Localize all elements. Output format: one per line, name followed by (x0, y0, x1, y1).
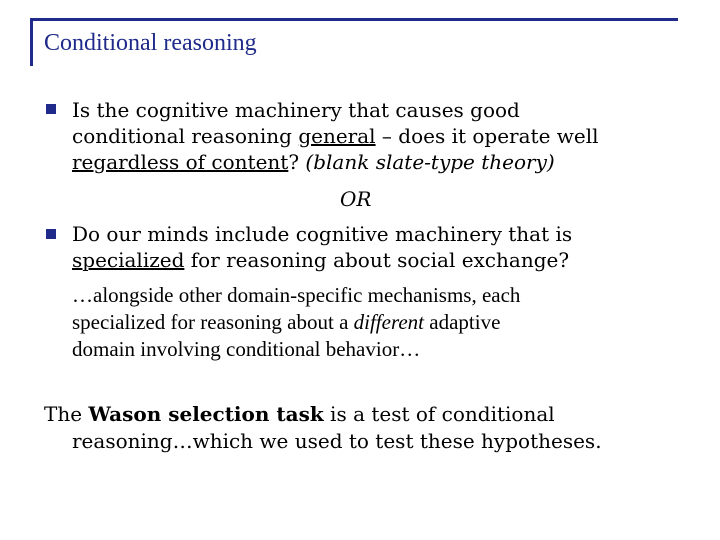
bullet2-line2 (72, 247, 569, 273)
bullet1-question-mark: ? (288, 150, 306, 174)
bullet1-line1: Is the cognitive machinery that causes good (72, 98, 520, 122)
footer-the: The (44, 402, 89, 426)
slide-title: Conditional reasoning (44, 30, 257, 56)
title-frame-left-border (30, 18, 33, 66)
footer-line1-end: is a test of conditional (323, 402, 555, 426)
bullet2-line1: Do our minds include cognitive machinery that is (72, 222, 573, 246)
bullet1-blank-slate-note: (blank slate-type theory) (305, 150, 555, 174)
bullet1-line3 (72, 149, 555, 175)
bullet2-line3: …alongside other domain-specific mechanisms, each (72, 283, 521, 307)
bullet1-regardless-phrase: regardless of content (72, 150, 289, 174)
bullet2-line4-start: specialized for reasoning about a (72, 310, 354, 334)
bullet2-different-word: different (353, 310, 425, 334)
bullet1-line2-start: conditional reasoning (72, 124, 299, 148)
footer-wason-task: Wason selection task (88, 402, 324, 426)
title-frame-top-border (30, 18, 678, 21)
bullet-marker-2 (46, 229, 56, 239)
bullet1-line2 (72, 123, 599, 149)
bullet2-line2-end: for reasoning about social exchange? (184, 248, 570, 272)
bullet2-specialized-word: specialized (72, 248, 185, 272)
bullet2-line4 (72, 309, 500, 335)
bullet1-line2-end: – does it operate well (375, 124, 599, 148)
footer-line1 (44, 401, 555, 427)
bullet-marker-1 (46, 104, 56, 114)
bullet1-general-word: general (298, 124, 376, 148)
or-separator: OR (340, 187, 372, 211)
bullet2-line5: domain involving conditional behavior… (72, 337, 421, 361)
bullet2-line4-end: adaptive (424, 310, 501, 334)
footer-line2: reasoning…which we used to test these hypotheses. (72, 429, 602, 453)
